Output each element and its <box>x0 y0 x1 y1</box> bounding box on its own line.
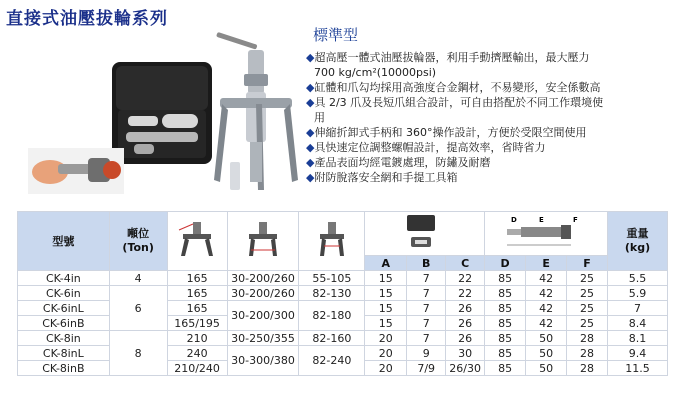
dim-cell: 28 <box>567 346 608 361</box>
model-header: 型號 <box>18 212 110 271</box>
jaw-diagram-2 <box>227 212 299 271</box>
feature-item: ◆具快速定位調整螺帽設計，提高效率，省時省力 <box>306 141 546 154</box>
feature-item: ◆伸縮折卸式手柄和 360°操作設計，方便於受限空間使用 <box>306 126 587 139</box>
spec-cell: 82-180 <box>299 301 365 331</box>
spec-cell: 82-240 <box>299 346 365 376</box>
dim-header-e: E <box>526 256 567 271</box>
spec-cell: 82-130 <box>299 286 365 301</box>
ton-cell: 6 <box>109 286 167 331</box>
feature-item: 700 kg/cm²(10000psi) <box>314 66 437 79</box>
dim-cell: 26 <box>446 301 485 316</box>
dim-cell: 15 <box>365 271 407 286</box>
dim-cell: 20 <box>365 331 407 346</box>
dim-cell: 25 <box>567 286 608 301</box>
model-cell: CK-8inB <box>18 361 110 376</box>
weight-cell: 7 <box>608 301 668 316</box>
dim-cell: 30 <box>446 346 485 361</box>
feature-item: 用 <box>314 111 325 124</box>
dim-cell: 7/9 <box>407 361 446 376</box>
spec-cell: 240 <box>167 346 227 361</box>
model-cell: CK-8in <box>18 331 110 346</box>
spec-cell: 165 <box>167 271 227 286</box>
dim-cell: 85 <box>485 346 526 361</box>
usage-photo <box>28 148 124 194</box>
dim-cell: 15 <box>365 301 407 316</box>
dim-cell: 7 <box>407 316 446 331</box>
table-row <box>18 286 668 301</box>
spec-cell: 165/195 <box>167 316 227 331</box>
model-cell: CK-6inL <box>18 301 110 316</box>
feature-item: ◆超高壓一體式油壓拔輪器，利用手動擠壓輸出，最大壓力 <box>306 51 590 64</box>
dim-cell: 42 <box>526 286 567 301</box>
dim-cell: 42 <box>526 316 567 331</box>
dim-cell: 22 <box>446 286 485 301</box>
hydraulic-puller-image <box>206 30 306 202</box>
feature-item: ◆缸體和爪勾均採用高強度合金鋼材，不易變形，安全係數高 <box>306 81 601 94</box>
weight-cell: 8.1 <box>608 331 668 346</box>
dim-cell: 25 <box>567 316 608 331</box>
dim-cell: 42 <box>526 301 567 316</box>
spec-cell: 30-300/380 <box>227 346 299 376</box>
tool-case-image <box>112 62 212 164</box>
feature-list <box>306 50 682 185</box>
spec-cell: 210 <box>167 331 227 346</box>
dim-cell: 50 <box>526 346 567 361</box>
weight-cell: 5.5 <box>608 271 668 286</box>
table-row <box>18 331 668 346</box>
spec-cell: 30-250/355 <box>227 331 299 346</box>
weight-cell: 8.4 <box>608 316 668 331</box>
dim-cell: 7 <box>407 271 446 286</box>
spec-cell: 165 <box>167 286 227 301</box>
spec-cell: 55-105 <box>299 271 365 286</box>
table-row <box>18 271 668 286</box>
weight-cell: 5.9 <box>608 286 668 301</box>
spec-cell: 30-200/300 <box>227 301 299 331</box>
dim-cell: 85 <box>485 301 526 316</box>
ton-cell: 4 <box>109 271 167 286</box>
dim-cell: 7 <box>407 301 446 316</box>
dim-cell: 25 <box>567 271 608 286</box>
page-title: 直接式油壓拔輪系列 <box>6 9 168 29</box>
dim-cell: 9 <box>407 346 446 361</box>
dim-cell: 50 <box>526 361 567 376</box>
dim-cell: 7 <box>407 286 446 301</box>
model-cell: CK-6in <box>18 286 110 301</box>
feature-item: ◆附防脫落安全網和手提工具箱 <box>306 171 458 184</box>
product-subtitle: 標準型 <box>313 26 359 44</box>
dim-header-f: F <box>567 256 608 271</box>
dim-cell: 20 <box>365 361 407 376</box>
diagram-label-f: F <box>573 216 578 224</box>
dim-cell: 85 <box>485 331 526 346</box>
spec-cell: 30-200/260 <box>227 286 299 301</box>
dim-cell: 42 <box>526 271 567 286</box>
dim-cell: 85 <box>485 271 526 286</box>
dim-cell: 28 <box>567 361 608 376</box>
weight-header: 重量 (kg) <box>608 212 668 271</box>
diagram-label-e: E <box>539 216 544 224</box>
dim-cell: 28 <box>567 331 608 346</box>
spec-table <box>17 211 668 376</box>
dim-cell: 22 <box>446 271 485 286</box>
dim-cell: 26 <box>446 331 485 346</box>
jaw-dim-diagram <box>365 212 485 256</box>
dim-cell: 26/30 <box>446 361 485 376</box>
spec-cell: 30-200/260 <box>227 271 299 286</box>
dim-cell: 85 <box>485 286 526 301</box>
spec-cell: 82-160 <box>299 331 365 346</box>
model-cell: CK-8inL <box>18 346 110 361</box>
weight-cell: 9.4 <box>608 346 668 361</box>
spec-cell: 210/240 <box>167 361 227 376</box>
dim-cell: 15 <box>365 286 407 301</box>
dim-cell: 85 <box>485 361 526 376</box>
jaw-diagram-3 <box>299 212 365 271</box>
dim-cell: 85 <box>485 316 526 331</box>
jaw-diagram-1 <box>167 212 227 271</box>
ton-cell: 8 <box>109 331 167 376</box>
dim-cell: 15 <box>365 316 407 331</box>
dim-cell: 50 <box>526 331 567 346</box>
spec-cell: 165 <box>167 301 227 316</box>
diagram-label-d: D <box>511 216 517 224</box>
dim-cell: 25 <box>567 301 608 316</box>
ton-header: 噸位 (Ton) <box>109 212 167 271</box>
weight-cell: 11.5 <box>608 361 668 376</box>
feature-item: ◆具 2/3 爪及長短爪組合設計，可自由搭配於不同工作環境使 <box>306 96 604 109</box>
model-cell: CK-4in <box>18 271 110 286</box>
dim-cell: 26 <box>446 316 485 331</box>
dim-header-a: A <box>365 256 407 271</box>
cylinder-dim-diagram <box>485 212 608 256</box>
dim-header-b: B <box>407 256 446 271</box>
model-cell: CK-6inB <box>18 316 110 331</box>
dim-cell: 20 <box>365 346 407 361</box>
dim-header-d: D <box>485 256 526 271</box>
feature-item: ◆產品表面均經電鍍處理，防鏽及耐磨 <box>306 156 491 169</box>
dim-cell: 7 <box>407 331 446 346</box>
dim-header-c: C <box>446 256 485 271</box>
